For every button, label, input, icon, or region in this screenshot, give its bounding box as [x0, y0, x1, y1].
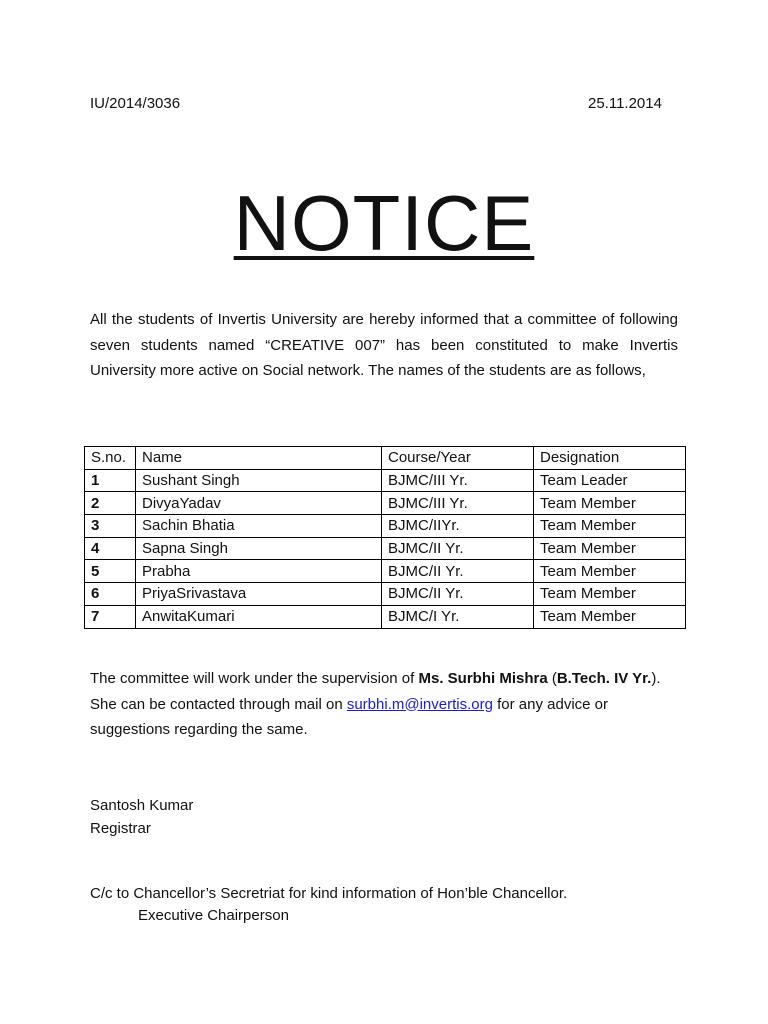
signatory-name: Santosh Kumar	[90, 797, 194, 814]
cell-sno: 7	[85, 605, 136, 628]
header-course-year: Course/Year	[382, 447, 534, 470]
supervision-text-4: for any advice or suggestions regarding the same.	[90, 695, 609, 738]
cell-sno: 4	[85, 537, 136, 560]
supervision-paragraph	[90, 666, 678, 743]
cell-designation: Team Member	[534, 515, 686, 538]
notice-title-text: NOTICE	[233, 179, 535, 267]
supervision-text-3: ). She can be contacted through mail on	[90, 670, 661, 713]
cell-sno: 3	[85, 515, 136, 538]
cell-course-year: BJMC/IIYr.	[382, 515, 534, 538]
cell-name: Prabha	[136, 560, 382, 583]
cell-course-year: BJMC/II Yr.	[382, 583, 534, 606]
supervisor-email-link[interactable]: surbhi.m@invertis.org	[346, 695, 493, 713]
cell-name: DivyaYadav	[136, 492, 382, 515]
cell-name: Sapna Singh	[136, 537, 382, 560]
cell-course-year: BJMC/III Yr.	[382, 492, 534, 515]
table-row	[85, 605, 686, 628]
intro-paragraph: All the students of Invertis University are hereby informed that a committee of following seven students named “CREATIVE 007” has been constituted to make Invertis University more active on Social network. The names of the students are as follows,	[90, 311, 678, 379]
table-row	[85, 492, 686, 515]
supervision-text-1: The committee will work under the supervision of	[90, 670, 419, 687]
cell-course-year: BJMC/II Yr.	[382, 560, 534, 583]
table-header-row	[85, 447, 686, 470]
reference-number: IU/2014/3036	[90, 95, 181, 112]
cell-course-year: BJMC/III Yr.	[382, 469, 534, 492]
supervisor-course: B.Tech. IV Yr.	[556, 670, 652, 687]
table-row	[85, 469, 686, 492]
cell-sno: 2	[85, 492, 136, 515]
cell-course-year: BJMC/I Yr.	[382, 605, 534, 628]
cell-designation: Team Member	[534, 537, 686, 560]
cell-sno: 1	[85, 469, 136, 492]
cell-name: PriyaSrivastava	[136, 583, 382, 606]
cell-sno: 5	[85, 560, 136, 583]
table-row	[85, 515, 686, 538]
notice-title	[0, 178, 768, 268]
header-sno: S.no.	[85, 447, 136, 470]
cell-designation: Team Member	[534, 583, 686, 606]
cc-line-1: C/c to Chancellor’s Secretriat for kind information of Hon’ble Chancellor.	[90, 885, 568, 902]
header-designation: Designation	[534, 447, 686, 470]
cc-line-2: Executive Chairperson	[138, 907, 289, 924]
table-row	[85, 537, 686, 560]
table-row	[85, 560, 686, 583]
table-row	[85, 583, 686, 606]
cell-designation: Team Leader	[534, 469, 686, 492]
cell-sno: 6	[85, 583, 136, 606]
supervision-text-2: (	[547, 670, 557, 687]
committee-table	[84, 446, 686, 629]
cell-designation: Team Member	[534, 605, 686, 628]
header-name: Name	[136, 447, 382, 470]
cell-designation: Team Member	[534, 560, 686, 583]
notice-date: 25.11.2014	[588, 95, 662, 112]
cell-name: AnwitaKumari	[136, 605, 382, 628]
cell-course-year: BJMC/II Yr.	[382, 537, 534, 560]
signatory-title: Registrar	[90, 820, 151, 837]
supervisor-name: Ms. Surbhi Mishra	[418, 670, 548, 687]
cell-name: Sachin Bhatia	[136, 515, 382, 538]
cell-designation: Team Member	[534, 492, 686, 515]
cell-name: Sushant Singh	[136, 469, 382, 492]
